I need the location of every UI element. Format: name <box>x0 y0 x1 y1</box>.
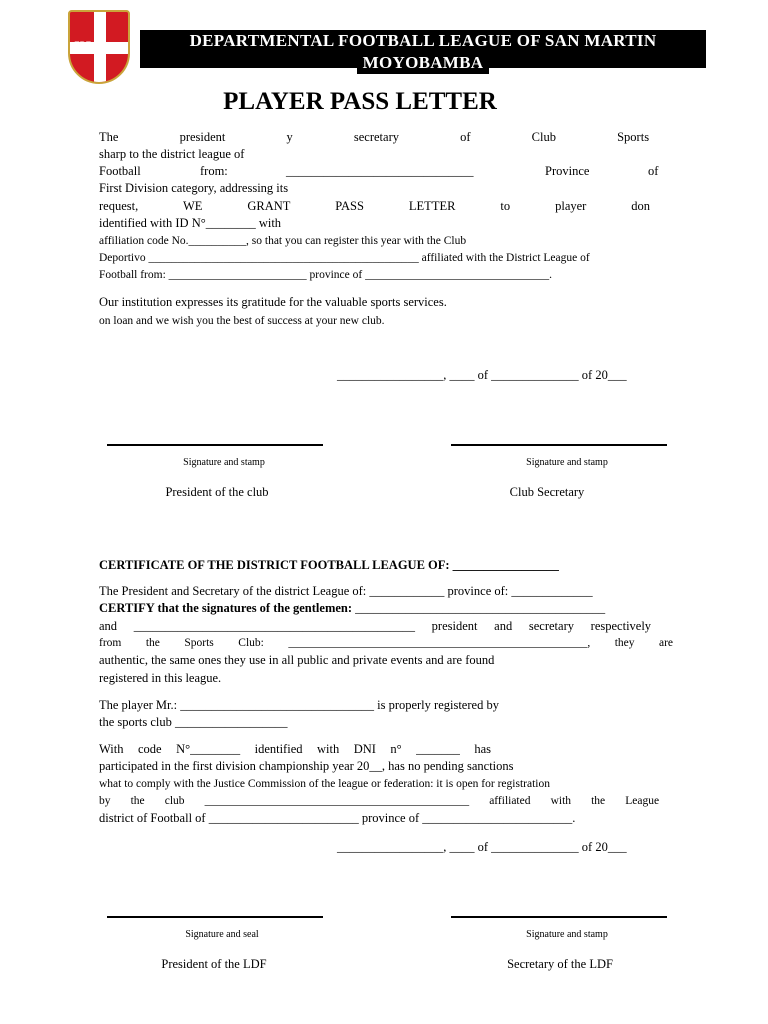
letter-line-5: request, WE GRANT PASS LETTER to player don <box>99 199 651 213</box>
letter-line-10: Our institution expresses its gratitude for the valuable sports services. <box>99 295 447 309</box>
letter-line-6: identified with ID N°________ with <box>99 216 282 230</box>
certificate-date-line: _________________, ____ of ______________ of 20___ <box>337 840 627 854</box>
signature-line-secretary-ldf <box>451 916 667 918</box>
signer-role: Secretary of the LDF <box>507 957 613 971</box>
certificate-line-5: authentic, the same ones they use in all public and private events and are found <box>99 653 495 667</box>
certificate-line-8: the sports club __________________ <box>99 715 288 729</box>
certificate-line-2: CERTIFY that the signatures of the gentlemen: ________________________________________ <box>99 601 606 615</box>
certificate-line-1: The President and Secretary of the district League of: ____________ province of: _____________ <box>99 584 593 598</box>
header-line2: MOYOBAMBA <box>357 52 490 74</box>
fpf-shield-logo <box>68 10 130 84</box>
certificate-line-10: participated in the first division championship year 20__, has no pending sanctions <box>99 759 514 773</box>
signature-label: Signature and stamp <box>183 457 265 468</box>
certificate-line-4: from the Sports Club: ____________________________________________________, they are <box>99 637 674 649</box>
header-line1: DEPARTMENTAL FOOTBALL LEAGUE OF SAN MARTIN <box>189 31 657 50</box>
letter-line-3a: Football <box>99 164 141 178</box>
certificate-line-12: by the club ______________________________________________ affiliated with the League <box>99 795 660 807</box>
signature-line-secretary-club <box>451 444 667 446</box>
logo-text: FPF <box>74 40 91 50</box>
signer-role: Club Secretary <box>509 485 585 499</box>
certificate-heading: CERTIFICATE OF THE DISTRICT FOOTBALL LEAGUE OF: _________________ <box>99 558 559 572</box>
letter-line-1: The president y secretary of Club Sports <box>99 130 650 144</box>
header-title <box>140 30 706 74</box>
letter-line-8: Deportivo _______________________________________________ affiliated with the District League of <box>99 252 590 264</box>
letter-line-9: Football from: ________________________ province of ________________________________. <box>99 269 552 281</box>
letter-line-3b: from: <box>200 164 228 178</box>
signer-role: President of the LDF <box>161 957 267 971</box>
letter-line-11: on loan and we wish you the best of success at your new club. <box>99 315 385 327</box>
page-title: PLAYER PASS LETTER <box>223 88 497 115</box>
letter-line-2: sharp to the district league of <box>99 147 245 161</box>
certificate-line-3: and _____________________________________________ president and secretary respectively <box>99 619 652 633</box>
letter-date-line: _________________, ____ of ______________ of 20___ <box>337 368 627 382</box>
certificate-line-6: registered in this league. <box>99 671 222 685</box>
signer-role: President of the club <box>165 485 269 499</box>
letter-line-7: affiliation code No.__________, so that you can register this year with the Club <box>99 235 467 247</box>
letter-line-3e: of <box>648 164 659 178</box>
signature-label: Signature and stamp <box>526 457 608 468</box>
signature-label: Signature and seal <box>185 929 259 940</box>
letter-line-3c: ______________________________ <box>286 164 474 178</box>
certificate-line-13: district of Football of ________________________ province of ________________________. <box>99 811 576 825</box>
certificate-line-7: The player Mr.: _______________________________ is properly registered by <box>99 698 499 712</box>
signature-line-president-club <box>107 444 323 446</box>
certificate-line-11: what to comply with the Justice Commission of the league or federation: it is open for registration <box>99 778 550 790</box>
certificate-line-9: With code N°________ identified with DNI n° _______ has <box>99 742 492 756</box>
certify-text: CERTIFY that the signatures of the gentlemen: <box>99 601 353 615</box>
letter-line-4: First Division category, addressing its <box>99 181 289 195</box>
signature-label: Signature and stamp <box>526 929 608 940</box>
signature-line-president-ldf <box>107 916 323 918</box>
letter-line-3d: Province <box>545 164 590 178</box>
